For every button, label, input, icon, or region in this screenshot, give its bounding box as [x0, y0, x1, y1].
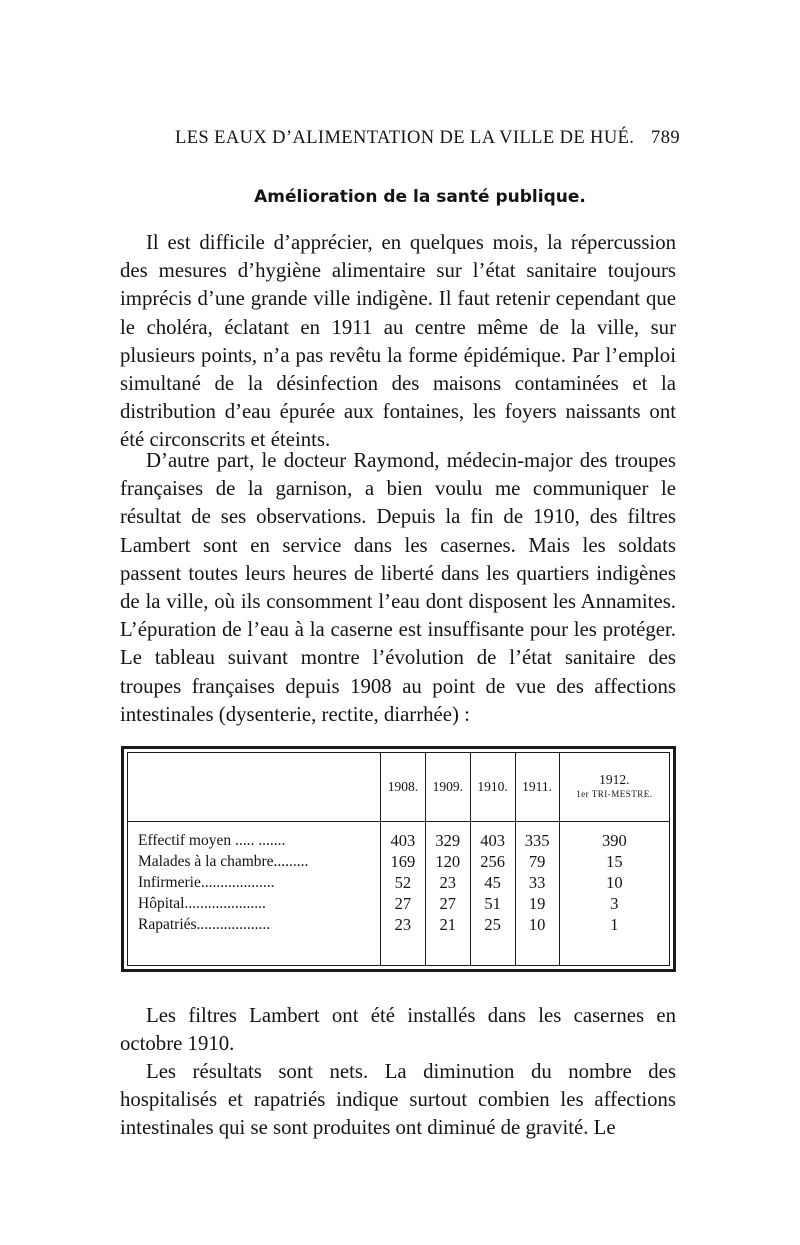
row-label: Malades à la chambre.........: [138, 853, 309, 870]
row-label: Rapatriés...................: [138, 916, 271, 933]
page-number: 789: [651, 128, 680, 148]
paragraph-3: Les filtres Lambert ont été installés dans les casernes en octobre 1910.: [120, 1004, 676, 1056]
table-inner-frame: [127, 752, 670, 966]
table-cell: 45: [470, 872, 515, 893]
table-cell: 256: [470, 851, 515, 872]
spacer-cell: [425, 935, 470, 965]
table-cell: 329: [425, 822, 470, 852]
table-cell: 23: [425, 872, 470, 893]
paragraph-2: D’autre part, le docteur Raymond, médecin-major des troupes françaises de la garnison, a bien voulu me communiquer le résultat de ses observations. Depuis la fin de 1910, des filtres Lambert sont en service dans les casernes. Mais les soldats passent toutes leurs heures de liberté dans les quartiers indigènes de la ville, où ils consomment l’eau dont disposent les Annamites. L’épuration de l’eau à la caserne est insuffisante pour les protéger. Le tableau suivant montre l’évolution de l’état sanitaire des troupes françaises depuis 1908 au point de vue des affections intestinales (dysenterie, rectite, diarrhée) :: [120, 449, 676, 726]
row-label: Hôpital.....................: [138, 895, 266, 912]
spacer-cell: [128, 935, 381, 965]
table-cell: 25: [470, 914, 515, 935]
table-cell: 27: [381, 893, 426, 914]
row-label: Infirmerie...................: [138, 874, 275, 891]
section-heading: Amélioration de la santé publique.: [254, 187, 586, 207]
table-cell: 52: [381, 872, 426, 893]
table-cell: 51: [470, 893, 515, 914]
table-cell: 120: [425, 851, 470, 872]
table-cell: 10: [559, 872, 669, 893]
paragraph-4: Les résultats sont nets. La diminution du nombre des hospitalisés et rapatriés indique surtout combien les affections intestinales qui se sont produites ont diminué de gravité. Le: [120, 1060, 676, 1140]
table-cell: 27: [425, 893, 470, 914]
table-row: [128, 822, 669, 852]
table-cell: 403: [470, 822, 515, 852]
table-cell: 1: [559, 914, 669, 935]
paragraph-1: Il est difficile d’apprécier, en quelques mois, la répercussion des mesures d’hygiène alimentaire sur l’état sanitaire toujours imprécis d’une grande ville indigène. Il faut retenir cependant que le choléra, éclatant en 1911 au centre même de la ville, sur plusieurs points, n’a pas revêtu la forme épidémique. Par l’emploi simultané de la désinfection des maisons contaminées et la distribution d’eau épurée aux fontaines, les foyers naissants ont été circonscrits et éteints.: [120, 231, 676, 452]
table-row: [128, 893, 669, 914]
row-label: Effectif moyen ..... .......: [138, 832, 286, 849]
table-cell: 21: [425, 914, 470, 935]
header-1911: 1911.: [515, 753, 559, 822]
table-row: [128, 914, 669, 935]
spacer-cell: [381, 935, 426, 965]
table-cell: 169: [381, 851, 426, 872]
table-row: [128, 872, 669, 893]
table-cell: 23: [381, 914, 426, 935]
header-1909: 1909.: [425, 753, 470, 822]
table-spacer-row: [128, 935, 669, 965]
table-header-row: [128, 753, 669, 822]
spacer-cell: [515, 935, 559, 965]
table-cell: 15: [559, 851, 669, 872]
header-blank-cell: [128, 753, 381, 822]
table-cell: 79: [515, 851, 559, 872]
header-1912-year: 1912.: [599, 772, 630, 787]
header-1912: [559, 753, 669, 822]
table-cell: 10: [515, 914, 559, 935]
header-1908: 1908.: [381, 753, 426, 822]
header-1910: 1910.: [470, 753, 515, 822]
table-cell: 390: [559, 822, 669, 852]
table-cell: 33: [515, 872, 559, 893]
table-cell: 403: [381, 822, 426, 852]
spacer-cell: [470, 935, 515, 965]
running-title: LES EAUX D’ALIMENTATION DE LA VILLE DE HUÉ.: [175, 128, 635, 148]
spacer-cell: [559, 935, 669, 965]
statistics-table: [121, 746, 676, 972]
header-1912-sub: 1er TRI-MESTRE.: [576, 789, 653, 799]
table-cell: 335: [515, 822, 559, 852]
table-cell: 3: [559, 893, 669, 914]
table-row: [128, 851, 669, 872]
table-cell: 19: [515, 893, 559, 914]
health-table: [128, 753, 669, 965]
